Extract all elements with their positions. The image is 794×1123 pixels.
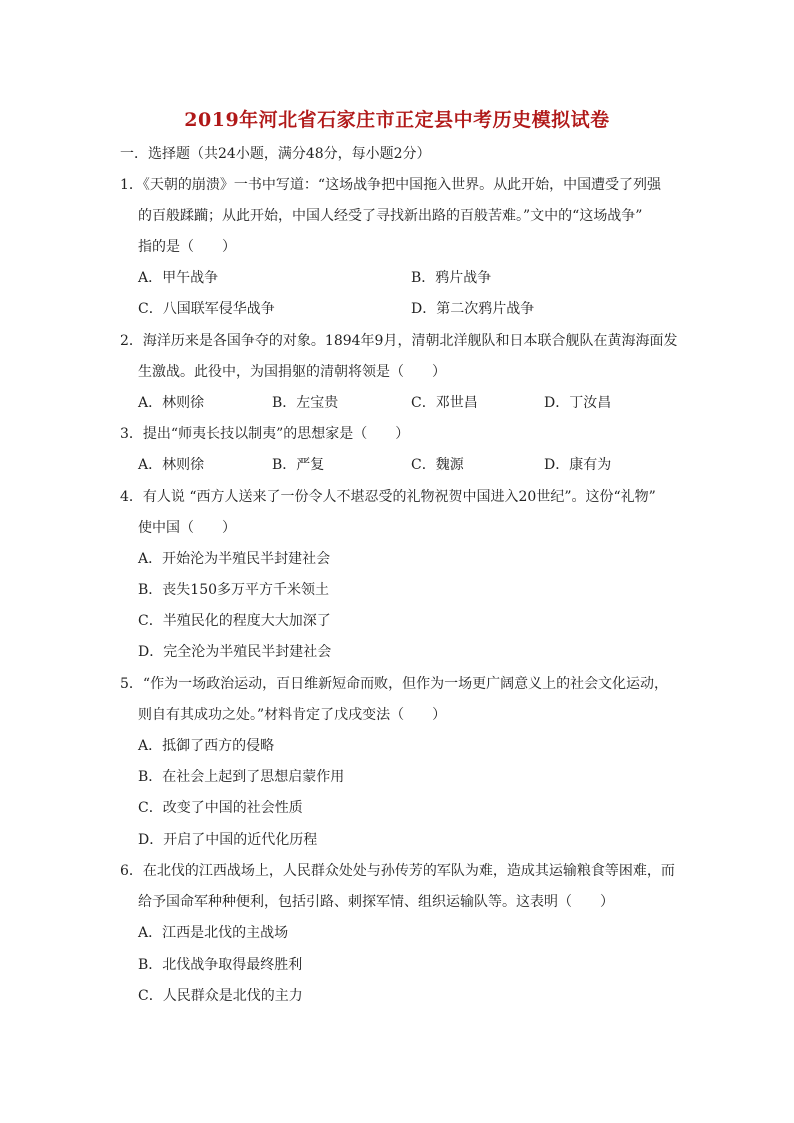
question-4-line-2: 使中国（ ）	[138, 520, 236, 536]
section-heading: 一．选择题（共24小题，满分48分，每小题2分）	[120, 146, 431, 162]
question-4-option-d: D．完全沦为半殖民半封建社会	[138, 644, 332, 660]
question-1-option-c: C．八国联军侵华战争	[138, 301, 275, 317]
question-6-option-a: A．江西是北伐的主战场	[138, 925, 289, 941]
question-4-option-c: C．半殖民化的程度大大加深了	[138, 613, 331, 629]
question-3-option-b: B．严复	[272, 457, 325, 473]
question-2-option-b: B．左宝贵	[272, 395, 339, 411]
question-6-option-c: C．人民群众是北伐的主力	[138, 988, 303, 1004]
question-2-option-c: C．邓世昌	[411, 395, 478, 411]
question-3-option-a: A．林则徐	[138, 457, 205, 473]
page-title: 2019年河北省石家庄市正定县中考历史模拟试卷	[184, 109, 610, 131]
question-6-line-1: 6．在北伐的江西战场上，人民群众处处与孙传芳的军队为难，造成其运输粮食等困难，而	[120, 863, 675, 879]
question-2-option-a: A．林则徐	[138, 395, 205, 411]
question-2-line-1: 2．海洋历来是各国争夺的对象。1894年9月，清朝北洋舰队和日本联合舰队在黄海海面发	[120, 333, 678, 349]
question-1-option-b: B．鸦片战争	[411, 270, 492, 286]
question-5-option-a: A．抵御了西方的侵略	[138, 738, 275, 754]
question-1-line-3: 指的是（ ）	[138, 239, 236, 255]
question-3-line-1: 3．提出“师夷长技以制夷”的思想家是（ ）	[120, 426, 410, 442]
question-5-line-1: 5．“作为一场政治运动，百日维新短命而败，但作为一场更广阔意义上的社会文化运动，	[120, 676, 669, 692]
question-3-option-c: C．魏源	[411, 457, 464, 473]
question-5-option-d: D．开启了中国的近代化历程	[138, 832, 318, 848]
question-2-option-d: D．丁汝昌	[544, 395, 612, 411]
question-1-option-d: D．第二次鸦片战争	[411, 301, 535, 317]
question-1-line-2: 的百般蹂躏；从此开始，中国人经受了寻找新出路的百般苦难。”文中的“这场战争”	[138, 208, 643, 224]
question-2-line-2: 生激战。此役中，为国捐躯的清朝将领是（ ）	[138, 364, 446, 380]
question-6-option-b: B．北伐战争取得最终胜利	[138, 957, 303, 973]
question-3-option-d: D．康有为	[544, 457, 612, 473]
question-4-option-a: A．开始沦为半殖民半封建社会	[138, 551, 331, 567]
question-1-option-a: A．甲午战争	[138, 270, 219, 286]
question-5-option-b: B．在社会上起到了思想启蒙作用	[138, 769, 345, 785]
question-6-line-2: 给予国命军种种便利，包括引路、刺探军情、组织运输队等。这表明（ ）	[138, 894, 614, 910]
question-1-line-1: 1．《天朝的崩溃》一书中写道：“这场战争把中国拖入世界。从此开始，中国遭受了列强	[120, 177, 662, 193]
question-5-line-2: 则自有其成功之处。”材料肯定了戊戌变法（ ）	[138, 707, 447, 723]
question-5-option-c: C．改变了中国的社会性质	[138, 800, 303, 816]
question-4-option-b: B．丧失150多万平方千米领土	[138, 582, 330, 598]
question-4-line-1: 4．有人说 “西方人送来了一份令人不堪忍受的礼物祝贺中国进入20世纪”。这份“礼物”	[120, 489, 656, 505]
